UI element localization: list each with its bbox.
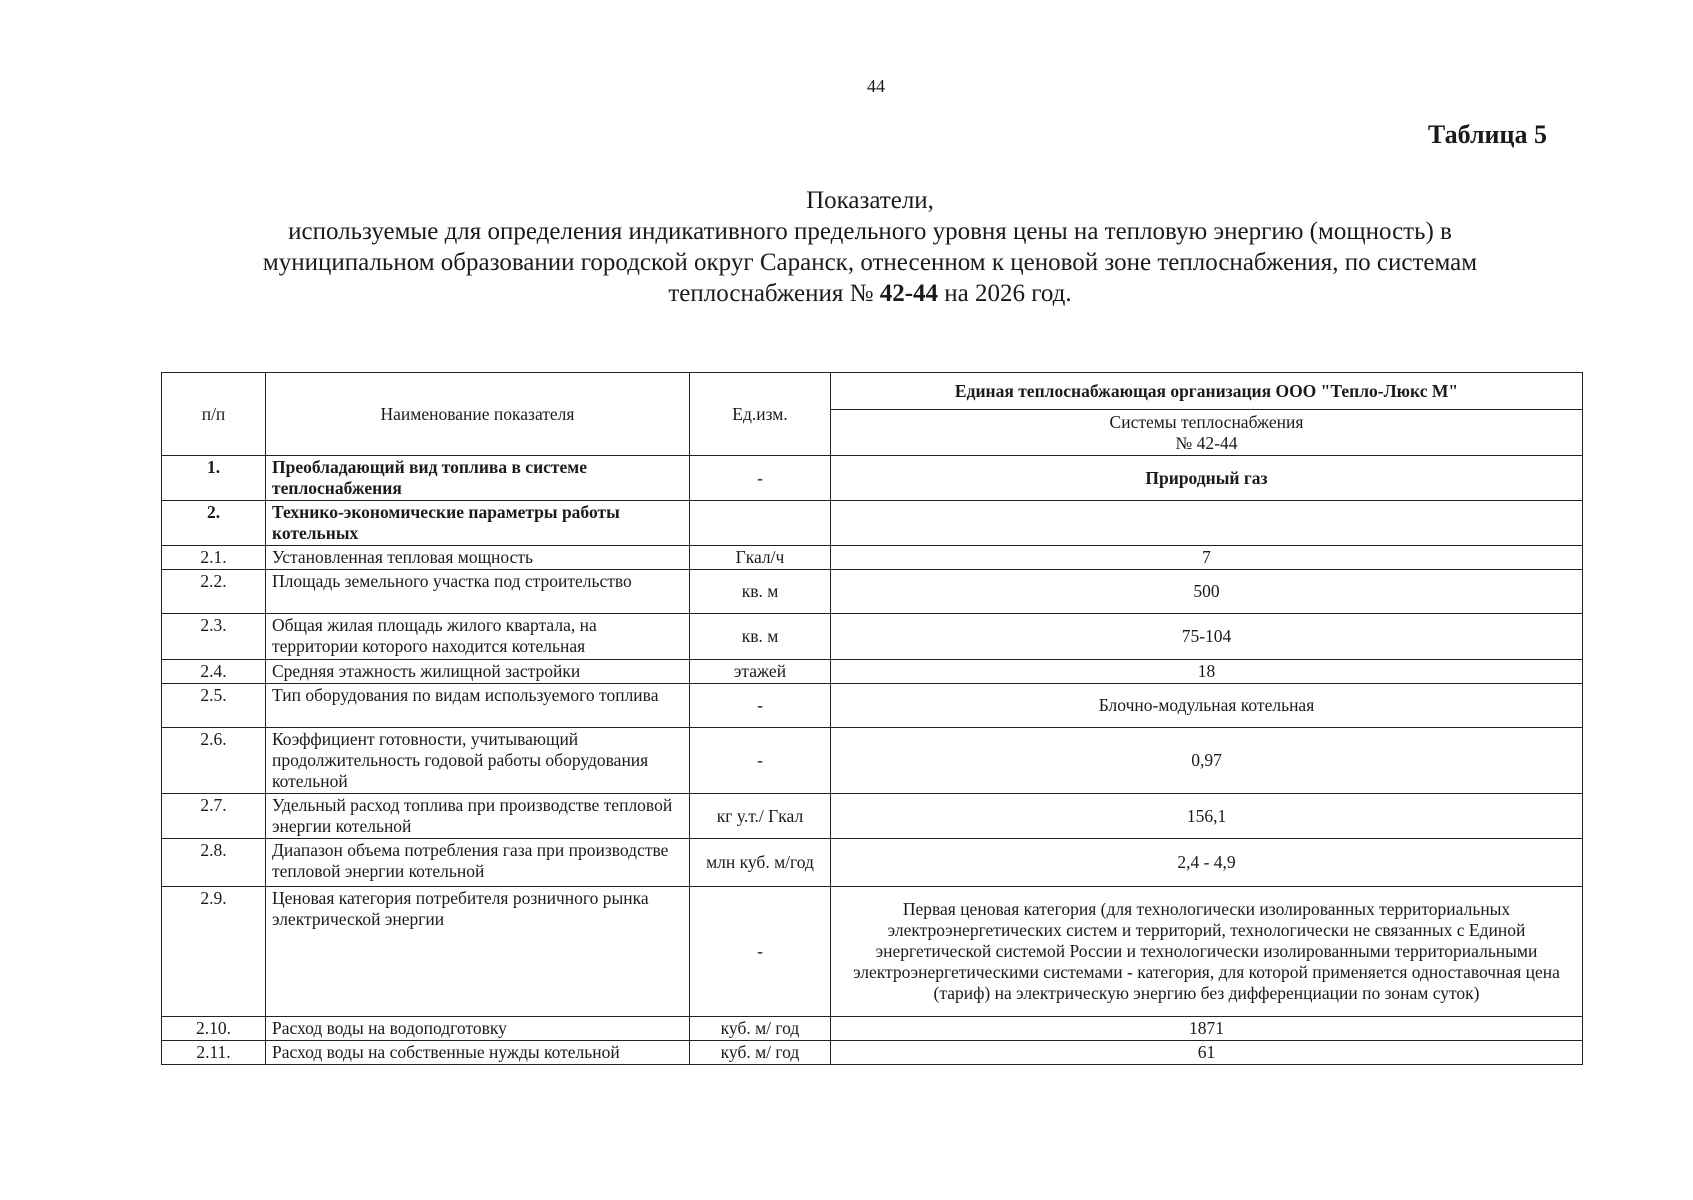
row-unit: - bbox=[690, 456, 831, 501]
row-unit: кг у.т./ Гкал bbox=[690, 794, 831, 839]
heading-line-4-suffix: на 2026 год. bbox=[938, 280, 1072, 307]
row-number: 2.6. bbox=[162, 728, 266, 794]
row-number: 2.11. bbox=[162, 1041, 266, 1065]
document-heading bbox=[180, 185, 1560, 309]
row-value: Природный газ bbox=[831, 456, 1583, 501]
row-value: 61 bbox=[831, 1041, 1583, 1065]
table-row bbox=[162, 501, 1583, 546]
row-indicator-name: Технико-экономические параметры работы котельных bbox=[266, 501, 690, 546]
row-unit: Гкал/ч bbox=[690, 546, 831, 570]
table-row bbox=[162, 456, 1583, 501]
row-unit: куб. м/ год bbox=[690, 1041, 831, 1065]
page-number: 44 bbox=[867, 76, 885, 96]
row-indicator-name: Диапазон объема потребления газа при производстве тепловой энергии котельной bbox=[266, 839, 690, 887]
row-value: 1871 bbox=[831, 1017, 1583, 1041]
header-organization: Единая теплоснабжающая организация ООО "Тепло-Люкс М" bbox=[831, 373, 1583, 410]
row-indicator-name: Ценовая категория потребителя розничного рынка электрической энергии bbox=[266, 887, 690, 1017]
heading-line-4 bbox=[180, 278, 1560, 309]
row-number: 1. bbox=[162, 456, 266, 501]
row-value bbox=[831, 501, 1583, 546]
row-unit: - bbox=[690, 684, 831, 728]
table-row bbox=[162, 570, 1583, 614]
table-row bbox=[162, 614, 1583, 660]
row-unit: - bbox=[690, 728, 831, 794]
table-row bbox=[162, 546, 1583, 570]
table-label: Таблица 5 bbox=[1427, 120, 1547, 149]
table-header bbox=[162, 373, 1583, 456]
row-unit: - bbox=[690, 887, 831, 1017]
heading-line-1: Показатели, bbox=[806, 187, 934, 214]
row-indicator-name: Общая жилая площадь жилого квартала, на территории которого находится котельная bbox=[266, 614, 690, 660]
table-row bbox=[162, 794, 1583, 839]
table-row bbox=[162, 1041, 1583, 1065]
row-number: 2.8. bbox=[162, 839, 266, 887]
table-row bbox=[162, 887, 1583, 1017]
row-number: 2.5. bbox=[162, 684, 266, 728]
table-row bbox=[162, 839, 1583, 887]
header-num: п/п bbox=[162, 373, 266, 456]
row-indicator-name: Расход воды на собственные нужды котельной bbox=[266, 1041, 690, 1065]
row-number: 2.4. bbox=[162, 660, 266, 684]
row-unit bbox=[690, 501, 831, 546]
row-unit: кв. м bbox=[690, 570, 831, 614]
row-number: 2.1. bbox=[162, 546, 266, 570]
row-number: 2.7. bbox=[162, 794, 266, 839]
row-value: Блочно-модульная котельная bbox=[831, 684, 1583, 728]
table-row bbox=[162, 728, 1583, 794]
heading-system-numbers: 42-44 bbox=[879, 280, 939, 307]
row-value: 18 bbox=[831, 660, 1583, 684]
row-unit: кв. м bbox=[690, 614, 831, 660]
table-row bbox=[162, 1017, 1583, 1041]
row-indicator-name: Средняя этажность жилищной застройки bbox=[266, 660, 690, 684]
row-unit: этажей bbox=[690, 660, 831, 684]
table-body bbox=[162, 456, 1583, 1065]
row-indicator-name: Тип оборудования по видам используемого топлива bbox=[266, 684, 690, 728]
row-indicator-name: Установленная тепловая мощность bbox=[266, 546, 690, 570]
heading-line-4-prefix: теплоснабжения № bbox=[668, 280, 880, 307]
row-number: 2.9. bbox=[162, 887, 266, 1017]
header-systems-line-1: Системы теплоснабжения bbox=[1109, 411, 1304, 432]
row-number: 2.10. bbox=[162, 1017, 266, 1041]
header-unit: Ед.изм. bbox=[690, 373, 831, 456]
row-indicator-name: Коэффициент готовности, учитывающий продолжительность годовой работы оборудования котельной bbox=[266, 728, 690, 794]
heading-line-2: используемые для определения индикативного предельного уровня цены на тепловую энергию (мощность) в bbox=[288, 218, 1452, 245]
table-row bbox=[162, 684, 1583, 728]
row-value: 156,1 bbox=[831, 794, 1583, 839]
row-indicator-name: Преобладающий вид топлива в системе теплоснабжения bbox=[266, 456, 690, 501]
row-value: 500 bbox=[831, 570, 1583, 614]
indicators-table bbox=[161, 372, 1583, 1065]
row-indicator-name: Расход воды на водоподготовку bbox=[266, 1017, 690, 1041]
row-value: 75-104 bbox=[831, 614, 1583, 660]
header-systems bbox=[831, 410, 1583, 456]
header-row-1 bbox=[162, 373, 1583, 410]
header-name: Наименование показателя bbox=[266, 373, 690, 456]
table-row bbox=[162, 660, 1583, 684]
row-indicator-name: Удельный расход топлива при производстве тепловой энергии котельной bbox=[266, 794, 690, 839]
row-value: Первая ценовая категория (для технологически изолированных территориальных электроэнергетических систем и территорий, технологически не связанных с Единой энергетической системой России и технологически изолированными территориальными электроэнергетическими системами - категория, для которой применяется одноставочная цена (тариф) на электрическую энергию без дифференциации по зонам суток) bbox=[831, 887, 1583, 1017]
row-value: 2,4 - 4,9 bbox=[831, 839, 1583, 887]
row-indicator-name: Площадь земельного участка под строительство bbox=[266, 570, 690, 614]
row-number: 2.3. bbox=[162, 614, 266, 660]
row-value: 7 bbox=[831, 546, 1583, 570]
row-number: 2.2. bbox=[162, 570, 266, 614]
row-number: 2. bbox=[162, 501, 266, 546]
row-value: 0,97 bbox=[831, 728, 1583, 794]
row-unit: куб. м/ год bbox=[690, 1017, 831, 1041]
row-unit: млн куб. м/год bbox=[690, 839, 831, 887]
header-systems-line-2: № 42-44 bbox=[1175, 432, 1238, 453]
heading-line-3: муниципальном образовании городской округ Саранск, отнесенном к ценовой зоне теплоснабжения, по системам bbox=[262, 249, 1478, 276]
